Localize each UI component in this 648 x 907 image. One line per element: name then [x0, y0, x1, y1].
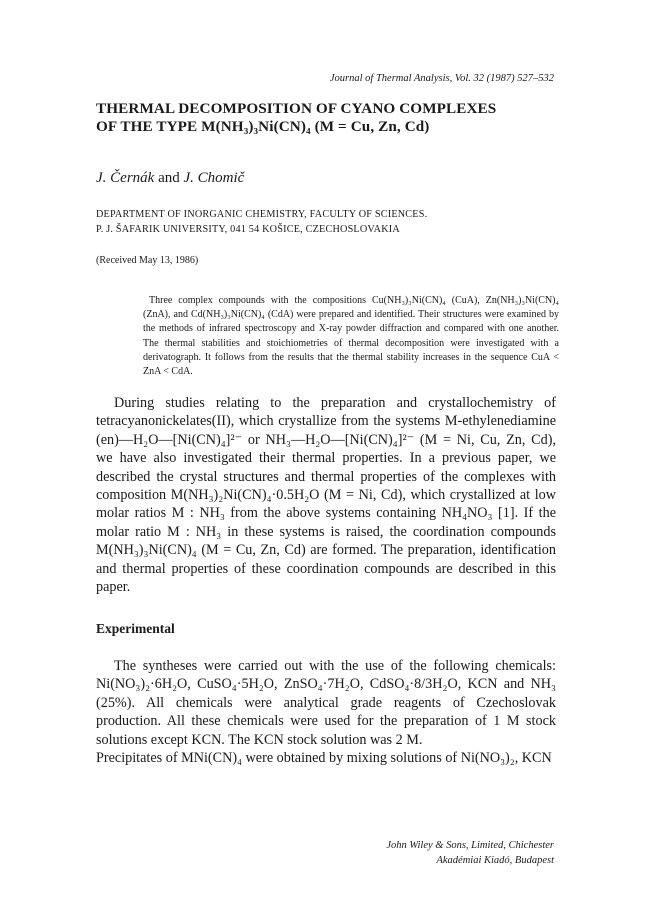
- received-date: (Received May 13, 1986): [96, 255, 199, 266]
- author-conjunction: and: [158, 170, 180, 186]
- author-1: J. Černák: [96, 170, 155, 186]
- experimental-paragraph-1: The syntheses were carried out with the use of the following chemicals: Ni(NO₃)₂·6H₂O, CuSO₄·5H₂O, ZnSO₄·7H₂O, CdSO₄·8/3H₂O, KCN and NH₃ (25%). All chemicals were analytical grade reagents of Czechoslovak production. All these chemicals were used for the preparation of 1 M stock solutions except KCN. The KCN stock solution was 2 M.: [96, 658, 556, 748]
- publisher-line-1: John Wiley & Sons, Limited, Chichester: [386, 840, 554, 851]
- publisher-imprint: [386, 838, 554, 868]
- affiliation: [96, 207, 427, 237]
- paper-title: [96, 100, 496, 136]
- section-heading-experimental: Experimental: [96, 621, 175, 636]
- affiliation-line-2: P. J. ŠAFARIK UNIVERSITY, 041 54 KOŠICE, CZECHOSLOVAKIA: [96, 224, 400, 235]
- author-2: J. Chomič: [183, 170, 245, 186]
- experimental-paragraph-2: Precipitates of MNi(CN)₄ were obtained by mixing solutions of Ni(NO₃)₂, KCN: [96, 750, 552, 767]
- experimental-body: [96, 657, 556, 767]
- introduction: [96, 394, 556, 596]
- abstract: [143, 294, 559, 379]
- title-line-1: THERMAL DECOMPOSITION OF CYANO COMPLEXES: [96, 100, 497, 117]
- journal-header: Journal of Thermal Analysis, Vol. 32 (1987) 527–532: [329, 73, 554, 84]
- intro-paragraph: During studies relating to the preparation and crystallochemistry of tetracyanonickelates(II), which crystallize from the systems M-ethylenediamine (en)—H₂O—[Ni(CN)₄]²⁻ or NH₃—H₂O—[Ni(CN)₄]²⁻ (M = Ni, Cu, Zn, Cd), we have also investigated their thermal properties. In a previous paper, we described the crystal structures and thermal properties of the complexes with composition M(NH₃)₂Ni(CN)₄·0.5H₂O (M = Ni, Cd), which crystallized at low molar ratios M : NH₃ from the above systems containing NH₄NO₃ [1]. If the molar ratio M : NH₃ in these systems is raised, the coordination compounds M(NH₃)₃Ni(CN)₄ (M = Cu, Zn, Cd) are formed. The preparation, identification and thermal properties of these coordination compounds are described in this paper.: [96, 395, 556, 596]
- publisher-line-2: Akadémiai Kiadó, Budapest: [436, 855, 554, 866]
- authors: [96, 170, 244, 187]
- affiliation-line-1: DEPARTMENT OF INORGANIC CHEMISTRY, FACULTY OF SCIENCES.: [96, 209, 428, 220]
- abstract-text: Three complex compounds with the compositions Cu(NH₃)₃Ni(CN)₄ (CuA), Zn(NH₃)₃Ni(CN)₄ (ZnA), and Cd(NH₃)₃Ni(CN)₄ (CdA) were prepared and identified. Their structures were examined by the methods of infrared spectroscopy and X-ray powder diffraction and compared with one another. The thermal stabilities and stoichiometries of thermal decomposition were investigated with a derivatograph. It follows from the results that the thermal stability increases in the sequence CuA < ZnA < CdA.: [143, 295, 559, 378]
- title-line-2: OF THE TYPE M(NH₃)₃Ni(CN)₄ (M = Cu, Zn, Cd): [96, 118, 430, 135]
